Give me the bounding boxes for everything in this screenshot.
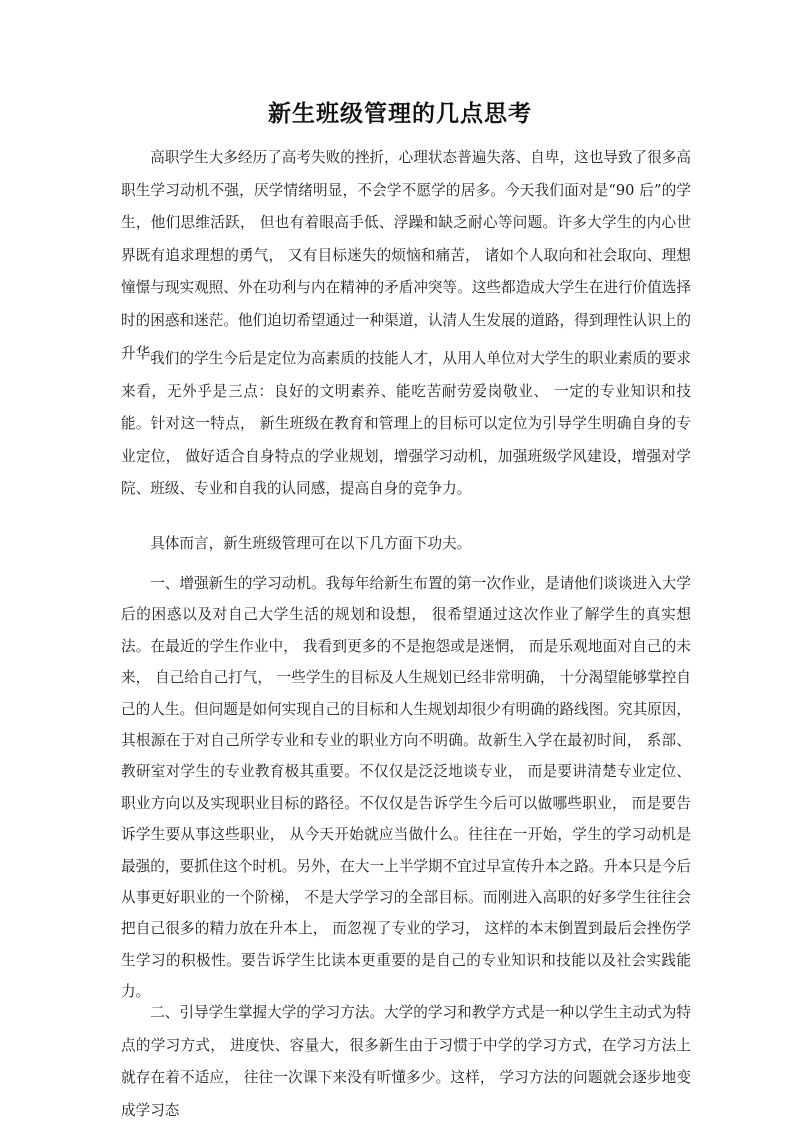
- page-title: 新生班级管理的几点思考: [268, 100, 532, 128]
- paragraph-overview: 具体而言，新生班级管理可在以下几方面下功夫。: [150, 535, 472, 552]
- paragraph-intro: 高职学生大多经历了高考失败的挫折，心理状态普遍失落、自卑，这也导致了很多高职生学习动机不强，厌学情绪明显，不会学不愿学的居多。今天我们面对是“90 后”的学生，他们思维活跃， 但也有着眼高手低、浮躁和缺乏耐心等问题。许多大学生的内心世界既有追求理想的勇气， 又有目标迷失的烦恼和痛苦， 诸如个人取向和社会取向、理想憧憬与现实观照、外在功利与内在精神的矛盾冲突等。这些都造成大学生在进行价值选择时的困惑和迷茫。他们迫切希望通过一种渠道，认清人生发展的道路，得到理性认识上的升华。: [121, 149, 691, 362]
- paragraph-positioning: 我们的学生今后是定位为高素质的技能人才，从用人单位对大学生的职业素质的要求来看，无外乎是三点：良好的文明素养、能吃苦耐劳爱岗敬业、 一定的专业知识和技能。针对这一特点， 新生班级在教育和管理上的目标可以定位为引导学生明确自身的专业定位， 做好适合自身特点的学业规划，增强学习动机，加强班级学风建设，增强对学院、班级、专业和自我的认同感，提高自身的竞争力。: [121, 350, 691, 498]
- paragraph-section-2: 二、引导学生掌握大学的学习方法。大学的学习和教学方式是一种以学生主动式为特点的学习方式， 进度快、容量大，很多新生由于习惯于中学的学习方式，在学习方法上就存在着不适应， 往往一次课下来没有听懂多少。这样， 学习方法的问题就会逐步地变成学习态: [121, 1004, 691, 1119]
- paragraph-section-1: 一、增强新生的学习动机。我每年给新生布置的第一次作业，是请他们谈谈进入大学后的困惑以及对自己大学生活的规划和设想， 很希望通过这次作业了解学生的真实想法。在最近的学生作业中， 我看到更多的不是抱怨或是迷惘， 而是乐观地面对自己的未来， 自己给自己打气， 一些学生的目标及人生规划已经非常明确， 十分渴望能够掌控自己的人生。但问题是如何实现自己的目标和人生规划却很少有明确的路线图。究其原因， 其根源在于对自己所学专业和专业的职业方向不明确。故新生入学在最初时间， 系部、教研室对学生的专业教育极其重要。不仅仅是泛泛地谈专业， 而是要讲清楚专业定位、职业方向以及实现职业目标的路径。不仅仅是告诉学生今后可以做哪些职业， 而是要告诉学生要从事这些职业， 从今天开始就应当做什么。往往在一开始，学生的学习动机是最强的，要抓住这个时机。另外，在大一上半学期不宜过早宣传升本之路。升本只是今后从事更好职业的一个阶梯， 不是大学学习的全部目标。而刚进入高职的好多学生往往会把自己很多的精力放在升本上， 而忽视了专业的学习， 这样的本末倒置到最后会挫伤学生学习的积极性。要告诉学生比读本更重要的是自己的专业知识和技能以及社会实践能力。: [121, 575, 691, 1001]
